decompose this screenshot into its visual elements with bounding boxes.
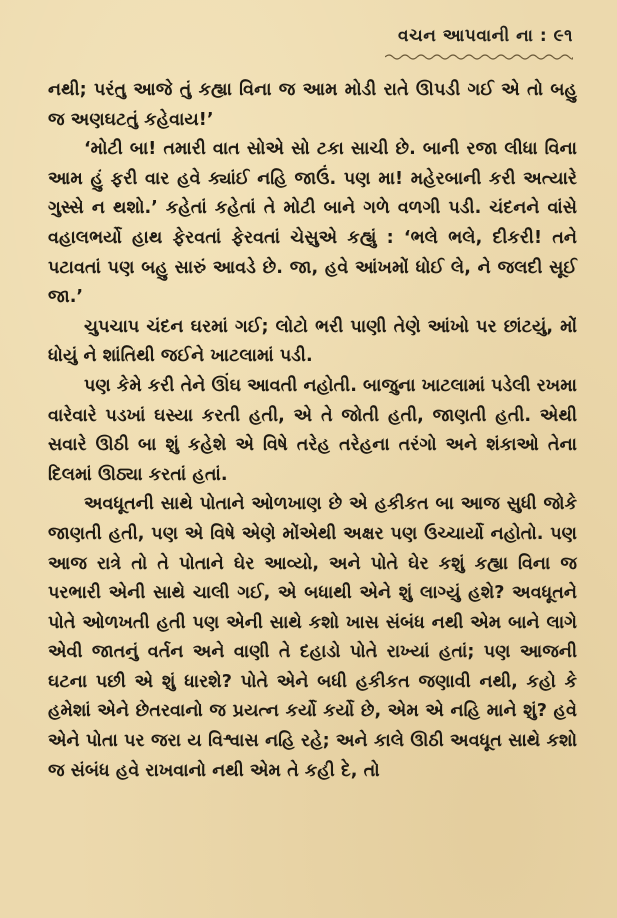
paragraph: ‘મોટી બા! તમારી વાત સોએ સો ટકા સાચી છે. બાની રજા લીધા વિના આમ હું ફરી વાર હવે ક્યાંઈ નહિ જાઉં. પણ મા! મહેરબાની કરી અત્યારે ગુસ્સે ન થશો.’ કહેતાં કહેતાં તે મોટી બાને ગળે વળગી પડી. ચંદનને વાંસે વહાલભર્યો હાથ ફેરવતાં ફેરવતાં ચેસુએ કહ્યું : ‘ભલે ભલે, દીકરી! તને પટાવતાં પણ બહુ સારું આવડે છે. જા, હવે આંખમોં ધોઈ લે, ને જલદી સૂઈ જા.’ <box>48 139 577 308</box>
header-wavy-rule <box>385 53 573 61</box>
paragraph: પણ કેમે કરી તેને ઊંઘ આવતી નહોતી. બાજુના ખાટલામાં પડેલી રખમા વારેવારે પડખાં ઘસ્યા કરતી હતી, એ તે જોતી હતી, જાણતી હતી. એથી સવારે ઊઠી બા શું કહેશે એ વિષે તરેહ તરેહના તરંગો અને શંકાઓ તેના દિલમાં ઊઠ્યા કરતાં હતાં. <box>48 375 577 485</box>
paragraph: ચુપચાપ ચંદન ઘરમાં ગઈ; લોટો ભરી પાણી તેણે આંખો પર છાંટયું, મોં ધોયું ને શાંતિથી જઈને ખાટલામાં પડી. <box>48 316 577 367</box>
running-header <box>385 26 573 65</box>
running-title: વચન આપવાની ના : ૯૧ <box>398 26 573 46</box>
paragraph: અવધૂતની સાથે પોતાને ઓળખાણ છે એ હકીકત બા આજ સુધી જોકે જાણતી હતી, પણ એ વિષે એણે મોંએથી અક્ષર પણ ઉચ્ચાર્યો નહોતો. પણ આજ રાત્રે તો તે પોતાને ઘેર આવ્યો, અને પોતે ઘેર કશું કહ્યા વિના જ પરભારી એની સાથે ચાલી ગઈ, એ બધાથી એને શું લાગ્યું હશે? અવધૂતને પોતે ઓળખતી હતી પણ એની સાથે કશો ખાસ સંબંધ નથી એમ બાને લાગે એવી જાતનું વર્તન અને વાણી તે દહાડો પોતે રાખ્યાં હતાં; પણ આજની ઘટના પછી એ શું ધારશે? પોતે એને બધી હકીકત જણાવી નથી, કહો કે હમેશાં એને છેતરવાનો જ પ્રયત્ન કર્યો કર્યો છે, એમ એ નહિ માને શું? હવે એને પોતા પર જરા ય વિશ્વાસ નહિ રહે; અને કાલે ઊઠી અવધૂત સાથે કશો જ સંબંધ હવે રાખવાનો નથી એમ તે કહી દે, તો <box>48 494 577 781</box>
page-body-text <box>48 76 577 786</box>
paragraph-continued: નથી; પરંતુ આજે તું કહ્યા વિના જ આમ મોડી રાતે ઊપડી ગઈ એ તો બહુ જ અણઘટતું કહેવાય!’ <box>48 80 577 130</box>
